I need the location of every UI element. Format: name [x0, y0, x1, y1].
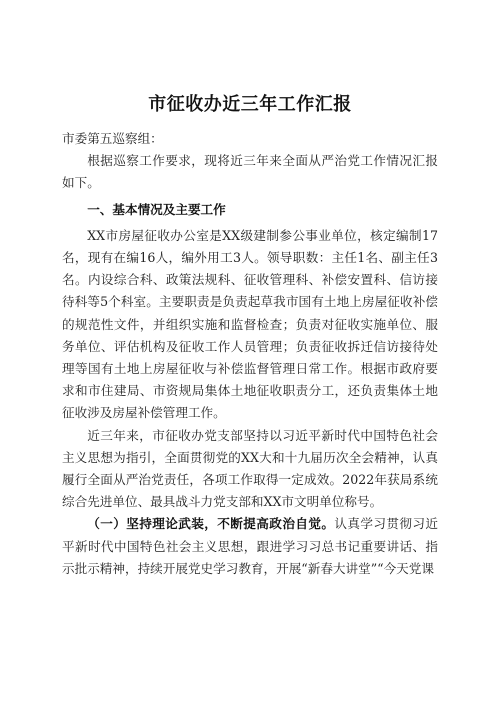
- paragraph-basic-info: XX市房屋征收办公室是XX级建制参公事业单位，核定编制17名，现有在编16人，编外用工3人。领导职数：主任1名、副主任3名。内设综合科、政策法规科、征收管理科、补偿安置科、信访接待科等5个科室。主要职责是负责起草我市国有土地上房屋征收补偿的规范性文件，并组织实施和监督检查；负责对征收实施单位、服务单位、评估机构及征收工作人员管理；负责征收拆迁信访接待处理等国有土地上房屋征收与补偿监督管理日常工作。根据市政府要求和市住建局、市资规局集体土地征收职责分工，还负责集体土地征收涉及房屋补偿管理工作。: [62, 227, 438, 421]
- document-title: 市征收办近三年工作汇报: [148, 94, 352, 115]
- document-body: [62, 128, 438, 580]
- intro-paragraph: 根据巡察工作要求，现将近三年来全面从严治党工作情况汇报如下。: [62, 153, 438, 191]
- subsection-heading-theory: （一）坚持理论武装，不断提高政治自觉。: [87, 516, 335, 532]
- paragraph-achievements: 近三年来，市征收办党支部坚持以习近平新时代中国特色社会主义思想为指引，全面贯彻党的XX大和十九届历次全会精神，认真履行全面从严治党责任，各项工作取得一定成效。2022年获局系统综合先进单位、最具战斗力党支部和XX市文明单位称号。: [62, 427, 438, 510]
- paragraph-theory: [62, 513, 438, 580]
- section-heading-basic-info: 一、基本情况及主要工作: [87, 201, 226, 217]
- salutation: 市委第五巡察组：: [62, 131, 163, 146]
- subsection-body-theory: 认真学习贯彻习近平新时代中国特色社会主义思想，跟进学习习总书记重要讲话、指示批示精神，持续开展党史学习教育，开展“新春大讲堂”“今天党课: [62, 516, 439, 576]
